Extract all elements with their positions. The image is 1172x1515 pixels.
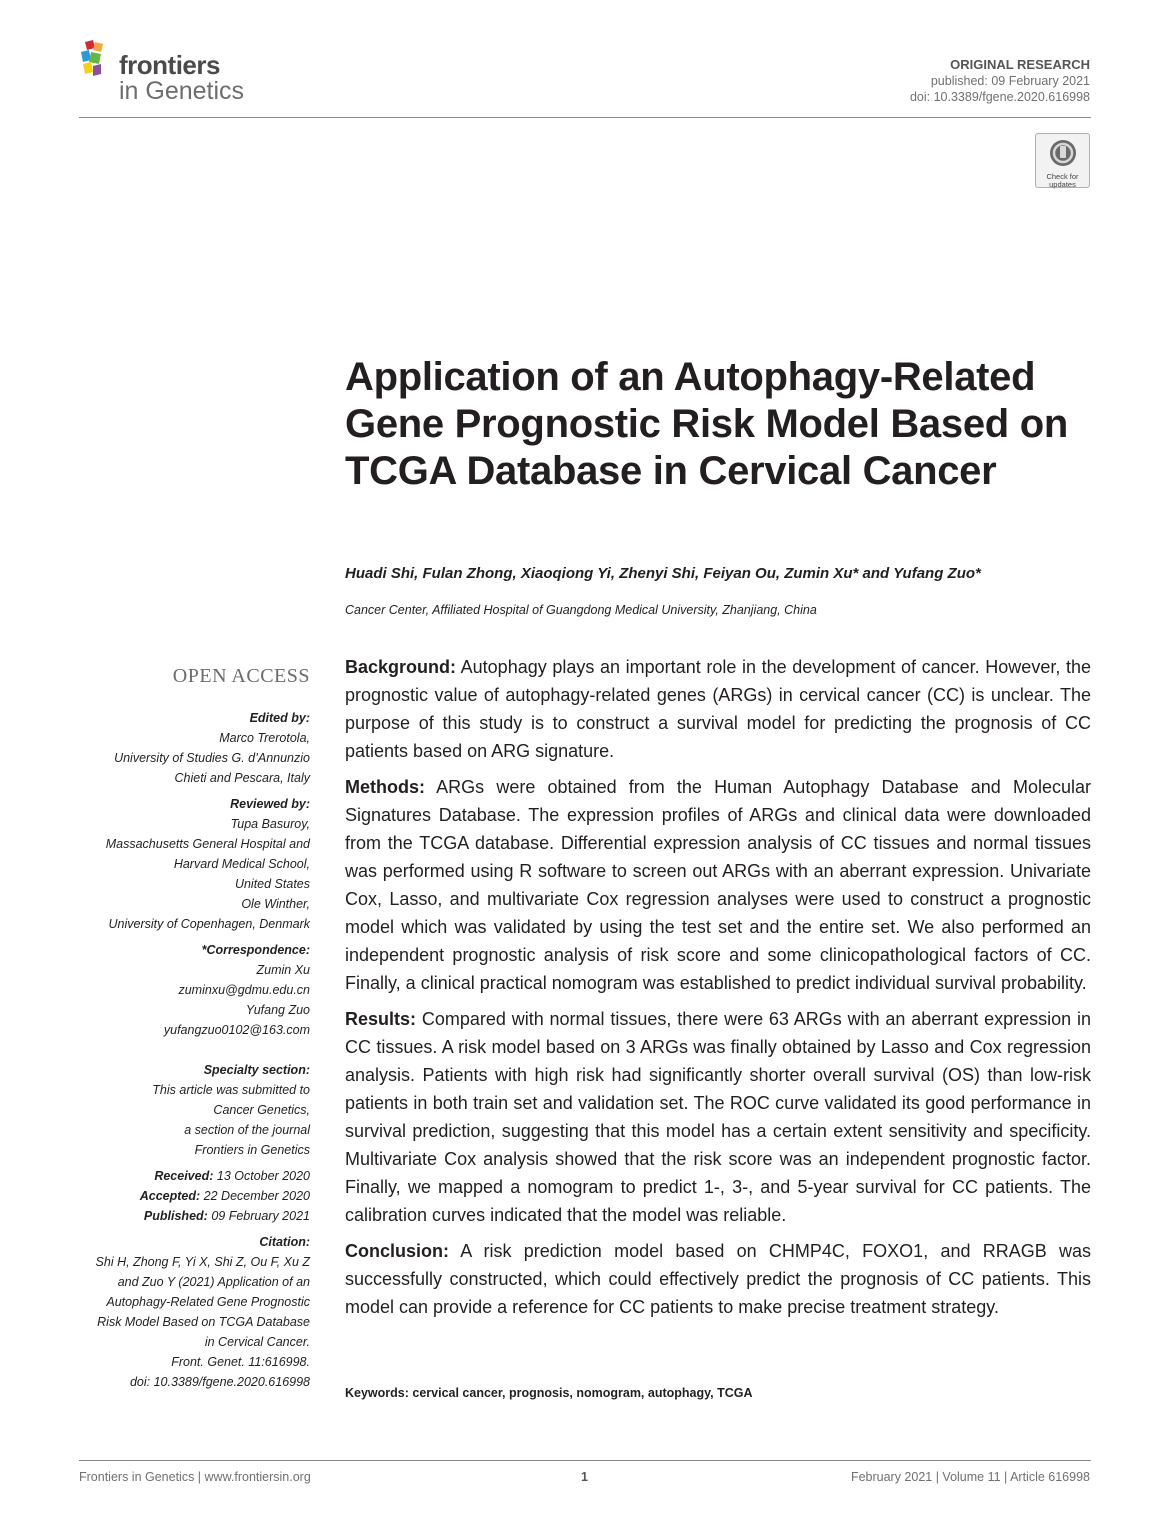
background-text: Autophagy plays an important role in the development of cancer. However, the prognostic value of autophagy-related genes (ARGs) in cervical cancer (CC) is unclear. The purpose of this study is to construct a survival model for predicting the prognosis of CC patients based on ARG signature.: [345, 657, 1091, 761]
reviewed-by-section: [70, 794, 310, 934]
accepted-value: 22 December 2020: [203, 1189, 310, 1203]
check-for-updates-button[interactable]: [1035, 133, 1090, 188]
published-date-sidebar: [70, 1206, 310, 1226]
reviewer-line: Harvard Medical School,: [173, 857, 310, 871]
published-value: 09 February 2021: [211, 1209, 310, 1223]
editor-line: Marco Trerotola,: [219, 731, 310, 745]
author-list: Huadi Shi, Fulan Zhong, Xiaoqiong Yi, Zhenyi Shi, Feiyan Ou, Zumin Xu* and Yufang Zuo*: [345, 565, 981, 582]
accepted-label: Accepted:: [139, 1189, 201, 1203]
reviewer-line: United States: [234, 877, 310, 891]
reviewed-by-label: Reviewed by:: [230, 797, 310, 811]
article-meta: [910, 57, 1090, 105]
specialty-label: Specialty section:: [203, 1063, 310, 1077]
specialty-line: a section of the journal: [184, 1123, 310, 1137]
footer-journal-link[interactable]: Frontiers in Genetics | www.frontiersin.org: [79, 1470, 311, 1484]
keywords: Keywords: cervical cancer, prognosis, nomogram, autophagy, TCGA: [345, 1386, 753, 1400]
methods-text: ARGs were obtained from the Human Autophagy Database and Molecular Signatures Database. The expression profiles of ARGs and clinical data were downloaded from the TCGA database. Differential expression analysis of CC tissues and normal tissues was performed using R software to screen out ARGs with an aberrant expression. Univariate Cox, Lasso, and multivariate Cox regression analyses were used to construct a prognostic model which was validated by using the test set and the entire set. We also performed an independent prognostic analysis of risk score and some clinicopathological factors of CC. Finally, a clinical practical nomogram was established to predict individual survival probability.: [345, 777, 1091, 993]
edited-by-section: [70, 708, 310, 788]
correspondence-label: *Correspondence:: [201, 943, 310, 957]
received-value: 13 October 2020: [216, 1169, 310, 1183]
correspondence-name: Zumin Xu: [256, 963, 310, 977]
published-label: Published:: [143, 1209, 208, 1223]
journal-name-line1: frontiers: [119, 50, 220, 80]
article-doi[interactable]: doi: 10.3389/fgene.2020.616998: [909, 90, 1090, 104]
specialty-line: Frontiers in Genetics: [194, 1143, 310, 1157]
methods-label: Methods:: [345, 777, 425, 797]
received-date: [70, 1166, 310, 1186]
journal-logo[interactable]: [79, 40, 279, 110]
published-date: published: 09 February 2021: [930, 74, 1090, 88]
affiliation: Cancer Center, Affiliated Hospital of Guangdong Medical University, Zhanjiang, China: [345, 603, 817, 617]
page-number: 1: [581, 1470, 588, 1484]
citation-doi[interactable]: doi: 10.3389/fgene.2020.616998: [129, 1375, 310, 1389]
citation-line: Risk Model Based on TCGA Database: [97, 1315, 310, 1329]
conclusion-label: Conclusion:: [345, 1241, 449, 1261]
citation-line: Autophagy-Related Gene Prognostic: [106, 1295, 310, 1309]
correspondence-name: Yufang Zuo: [245, 1003, 310, 1017]
results-label: Results:: [345, 1009, 417, 1029]
correspondence-email[interactable]: zuminxu@gdmu.edu.cn: [178, 983, 310, 997]
citation-section: [70, 1232, 310, 1392]
article-info-sidebar: [70, 664, 310, 1398]
specialty-line: This article was submitted to: [152, 1083, 310, 1097]
reviewer-line: Ole Winther,: [241, 897, 310, 911]
reviewer-line: University of Copenhagen, Denmark: [108, 917, 310, 931]
dates-section: [70, 1166, 310, 1226]
correspondence-section: [70, 940, 310, 1040]
edited-by-label: Edited by:: [249, 711, 310, 725]
article-type: ORIGINAL RESEARCH: [950, 57, 1090, 72]
citation-line: in Cervical Cancer.: [204, 1335, 310, 1349]
footer-divider: [79, 1460, 1091, 1461]
abstract-background: [345, 653, 1091, 765]
header-divider: [79, 117, 1091, 118]
check-updates-icon: [1048, 138, 1078, 168]
frontiers-logo-icon: [79, 40, 119, 80]
specialty-section: [70, 1060, 310, 1160]
results-text: Compared with normal tissues, there were 63 ARGs with an aberrant expression in CC tissues. A risk model based on 3 ARGs was finally obtained by Lasso and Cox regression analysis. Patients with high risk had significantly shorter overall survival (OS) than low-risk patients in both train set and validation set. The ROC curve validated its good performance in survival prediction, suggesting that this model has a certain extent sensitivity and specificity. Multivariate Cox analysis showed that the risk score was an independent prognostic factor. Finally, we mapped a nomogram to predict 1-, 3-, and 5-year survival for CC patients. The calibration curves indicated that the model was reliable.: [345, 1009, 1091, 1225]
accepted-date: [70, 1186, 310, 1206]
abstract-results: [345, 1005, 1091, 1229]
check-updates-line1: Check for: [1046, 172, 1079, 181]
editor-line: University of Studies G. d’Annunzio: [114, 751, 310, 765]
specialty-line: Cancer Genetics,: [213, 1103, 310, 1117]
abstract-conclusion: [345, 1237, 1091, 1321]
conclusion-text: A risk prediction model based on CHMP4C, FOXO1, and RRAGB was successfully constructed, which could effectively predict the prognosis of CC patients. This model can provide a reference for CC patients to make precise treatment strategy.: [345, 1241, 1091, 1317]
open-access-label: OPEN ACCESS: [172, 665, 310, 687]
reviewer-line: Massachusetts General Hospital and: [105, 837, 310, 851]
article-title: Application of an Autophagy-Related Gene Prognostic Risk Model Based on TCGA Database in Cervical Cancer: [345, 355, 1068, 493]
abstract: [345, 653, 1091, 1329]
citation-line: Front. Genet. 11:616998.: [171, 1355, 310, 1369]
footer-issue-info: February 2021 | Volume 11 | Article 616998: [850, 1470, 1090, 1484]
citation-line: and Zuo Y (2021) Application of an: [117, 1275, 310, 1289]
correspondence-email[interactable]: yufangzuo0102@163.com: [163, 1023, 310, 1037]
editor-line: Chieti and Pescara, Italy: [174, 771, 310, 785]
citation-line: Shi H, Zhong F, Yi X, Shi Z, Ou F, Xu Z: [95, 1255, 310, 1269]
received-label: Received:: [154, 1169, 214, 1183]
abstract-methods: [345, 773, 1091, 997]
background-label: Background:: [345, 657, 457, 677]
citation-label: Citation:: [259, 1235, 310, 1249]
check-updates-line2: updates: [1049, 180, 1076, 189]
reviewer-line: Tupa Basuroy,: [230, 817, 310, 831]
journal-name-line2: in Genetics: [119, 77, 245, 105]
